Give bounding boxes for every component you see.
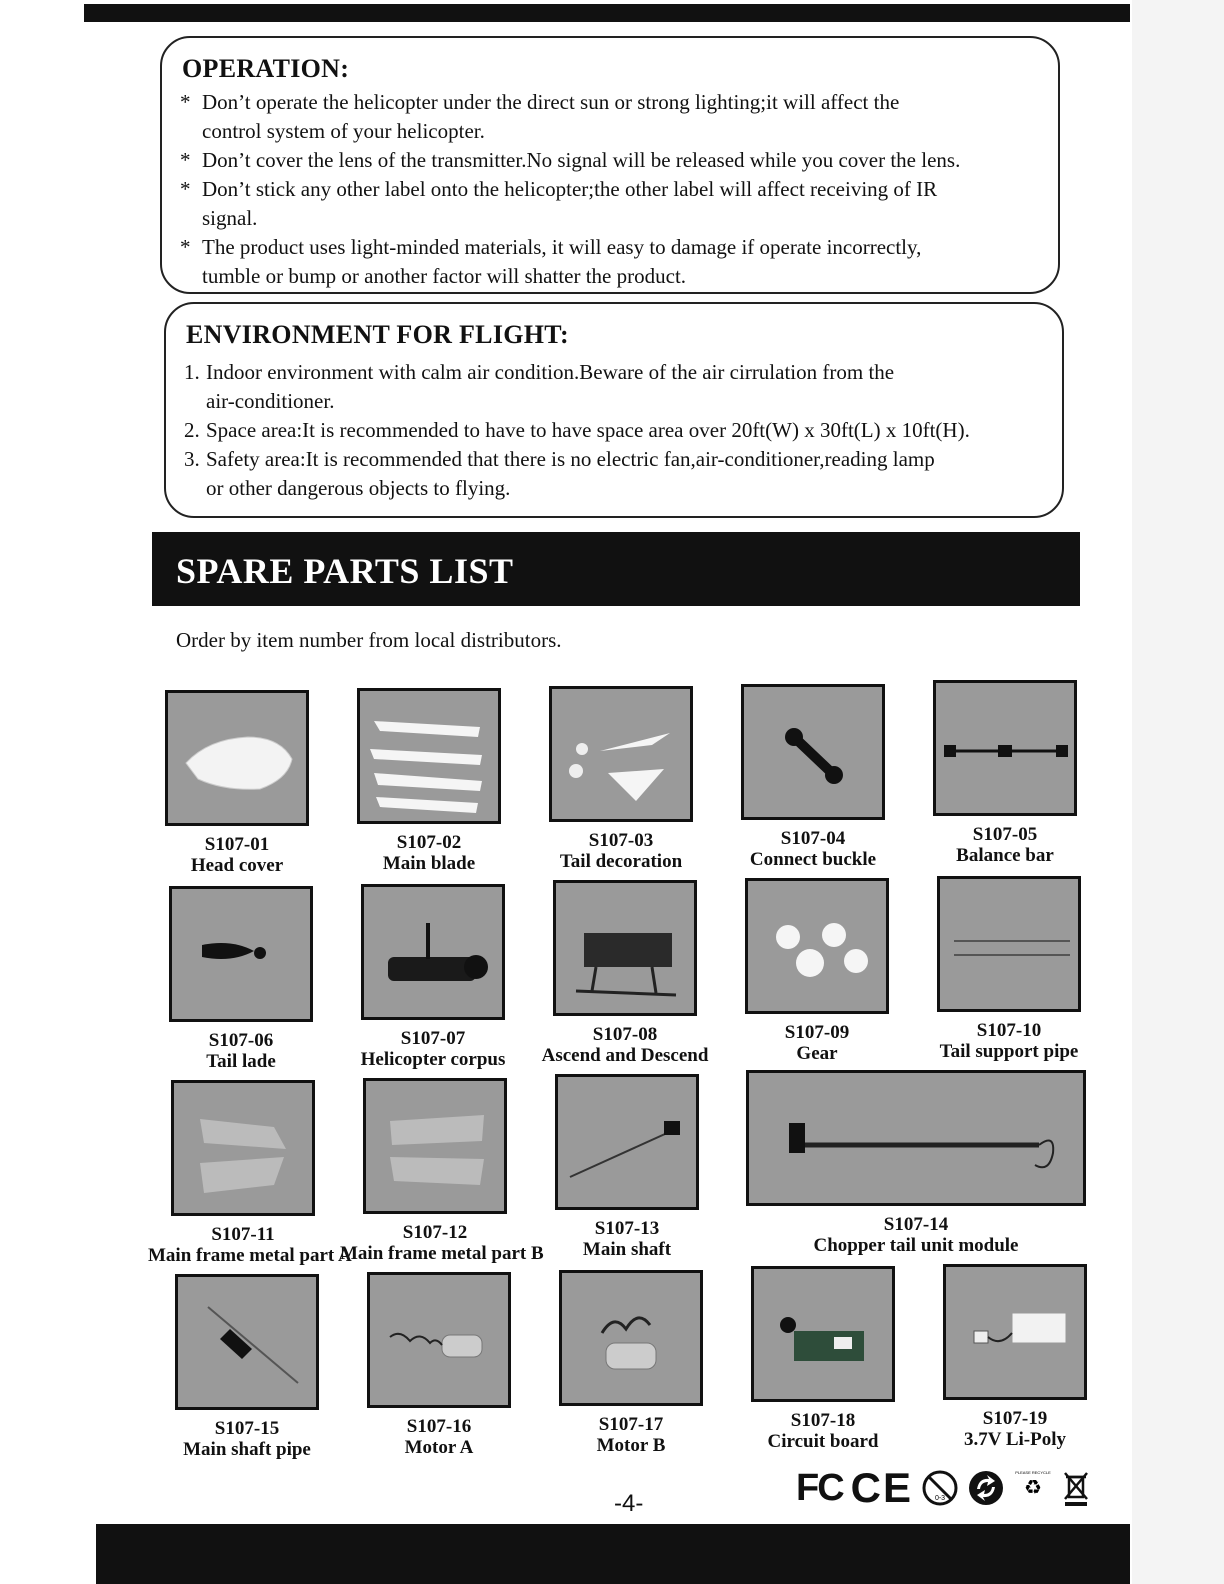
part-photo-main-shaft xyxy=(555,1074,699,1210)
part-name: Main shaft pipe xyxy=(183,1439,311,1460)
part-name: Helicopter corpus xyxy=(360,1049,506,1070)
part-name: Main frame metal part B xyxy=(340,1243,544,1264)
part-card xyxy=(722,878,912,1064)
part-photo-tail-decoration xyxy=(549,686,693,822)
part-photo-helicopter-corpus xyxy=(361,884,505,1020)
certification-marks xyxy=(796,1466,1091,1510)
part-name: Circuit board xyxy=(767,1431,879,1452)
part-card xyxy=(736,1070,1096,1256)
page-edge-shade xyxy=(1132,0,1224,1584)
part-name: Tail decoration xyxy=(559,851,683,872)
ce-mark-icon: CE xyxy=(850,1464,914,1511)
recycle-icon xyxy=(1013,1468,1053,1508)
operation-title: OPERATION: xyxy=(182,54,350,83)
age-warning-icon xyxy=(921,1469,959,1507)
part-code: S107-12 xyxy=(402,1222,468,1243)
part-photo-gear xyxy=(745,878,889,1014)
part-card xyxy=(530,880,720,1066)
environment-item-line: Space area:It is recommended to have to have space area over 20ft(W) x 30ft(L) x 10ft(H). xyxy=(206,418,970,442)
part-card xyxy=(338,884,528,1070)
part-card xyxy=(148,1080,352,1266)
part-code: S107-19 xyxy=(982,1408,1048,1429)
operation-item-line: signal. xyxy=(202,206,258,230)
part-name: Balance bar xyxy=(956,845,1054,866)
list-number: 2. xyxy=(184,418,200,442)
part-code: S107-14 xyxy=(883,1214,949,1235)
part-code: S107-10 xyxy=(976,1020,1042,1041)
operation-item-line: The product uses light-minded materials, it will easy to damage if operate incorrectly, xyxy=(202,235,922,259)
part-code: S107-16 xyxy=(406,1416,472,1437)
part-name: 3.7V Li-Poly xyxy=(963,1429,1067,1450)
fcc-mark-icon: FC xyxy=(796,1466,843,1509)
part-name: Main frame metal part A xyxy=(148,1245,352,1266)
recycle-label: PLEASE RECYCLE xyxy=(1015,1470,1051,1475)
environment-item-line: air-conditioner. xyxy=(206,389,335,413)
operation-box xyxy=(160,36,1060,294)
operation-item-line: Don’t stick any other label onto the helicopter;the other label will affect receiving of IR xyxy=(202,177,938,201)
part-code: S107-04 xyxy=(780,828,846,849)
bottom-black-bar xyxy=(96,1524,1130,1584)
part-name: Motor B xyxy=(596,1435,666,1456)
part-card xyxy=(526,686,716,872)
part-card xyxy=(152,1274,342,1460)
weee-bin-icon xyxy=(1061,1469,1091,1507)
part-card xyxy=(532,1074,722,1260)
operation-item-line: tumble or bump or another factor will shatter the product. xyxy=(202,264,687,288)
part-card xyxy=(340,1078,544,1264)
part-photo-main-frame-a xyxy=(171,1080,315,1216)
part-name: Tail support pipe xyxy=(939,1041,1079,1062)
part-photo-head-cover xyxy=(165,690,309,826)
part-photo-li-poly xyxy=(943,1264,1087,1400)
asterisk-bullet-icon: * xyxy=(180,177,191,201)
age-warning-text: 0-3 xyxy=(934,1495,946,1502)
operation-item-line: Don’t operate the helicopter under the direct sun or strong lighting;it will affect the xyxy=(202,90,900,114)
spare-parts-intro: Order by item number from local distributors. xyxy=(176,628,562,652)
part-card xyxy=(344,1272,534,1458)
environment-item-line: Indoor environment with calm air condition.Beware of the air cirrulation from the xyxy=(206,360,895,384)
part-name: Ascend and Descend xyxy=(541,1045,709,1066)
environment-list xyxy=(184,358,1044,503)
part-card xyxy=(146,886,336,1072)
part-code: S107-07 xyxy=(400,1028,466,1049)
environment-item-line: or other dangerous objects to flying. xyxy=(206,476,511,500)
part-code: S107-15 xyxy=(214,1418,280,1439)
part-name: Head cover xyxy=(190,855,284,876)
part-name: Main blade xyxy=(382,853,476,874)
part-code: S107-17 xyxy=(598,1414,664,1435)
part-code: S107-03 xyxy=(588,830,654,851)
part-photo-main-blade xyxy=(357,688,501,824)
environment-box xyxy=(164,302,1064,518)
operation-item-line: Don’t cover the lens of the transmitter.No signal will be released while you cover the lens. xyxy=(202,148,961,172)
top-black-bar xyxy=(84,4,1130,22)
part-code: S107-05 xyxy=(972,824,1038,845)
page-number: -4- xyxy=(614,1490,644,1517)
part-code: S107-09 xyxy=(784,1022,850,1043)
part-name: Gear xyxy=(796,1043,838,1064)
list-number: 1. xyxy=(184,360,200,384)
operation-list xyxy=(180,88,1040,291)
part-code: S107-13 xyxy=(594,1218,660,1239)
part-name: Chopper tail unit module xyxy=(813,1235,1019,1256)
part-card xyxy=(142,690,332,876)
part-card xyxy=(334,688,524,874)
part-code: S107-11 xyxy=(211,1224,275,1245)
spare-parts-banner xyxy=(152,532,1080,606)
operation-item xyxy=(180,233,1040,291)
environment-item-line: Safety area:It is recommended that there is no electric fan,air-conditioner,reading lamp xyxy=(206,447,935,471)
part-photo-ascend-descend xyxy=(553,880,697,1016)
part-code: S107-02 xyxy=(396,832,462,853)
asterisk-bullet-icon: * xyxy=(180,148,191,172)
svg-text:♻: ♻ xyxy=(1024,1475,1042,1499)
part-name: Main shaft xyxy=(582,1239,672,1260)
part-card xyxy=(914,876,1104,1062)
asterisk-bullet-icon: * xyxy=(180,235,191,259)
part-name: Tail lade xyxy=(206,1051,276,1072)
part-card xyxy=(728,1266,918,1452)
operation-item-line: control system of your helicopter. xyxy=(202,119,485,143)
spare-parts-title: SPARE PARTS LIST xyxy=(176,551,514,591)
operation-item xyxy=(180,88,1040,146)
part-photo-main-shaft-pipe xyxy=(175,1274,319,1410)
part-code: S107-18 xyxy=(790,1410,856,1431)
part-card xyxy=(718,684,908,870)
part-photo-tail-lade xyxy=(169,886,313,1022)
part-photo-motor-a xyxy=(367,1272,511,1408)
part-photo-main-frame-b xyxy=(363,1078,507,1214)
environment-item xyxy=(184,445,1044,503)
part-code: S107-06 xyxy=(208,1030,274,1051)
part-photo-circuit-board xyxy=(751,1266,895,1402)
operation-item xyxy=(180,175,1040,233)
environment-title: ENVIRONMENT FOR FLIGHT: xyxy=(186,320,569,349)
list-number: 3. xyxy=(184,447,200,471)
part-photo-tail-support-pipe xyxy=(937,876,1081,1012)
green-dot-icon xyxy=(967,1469,1005,1507)
part-code: S107-01 xyxy=(204,834,270,855)
part-photo-balance-bar xyxy=(933,680,1077,816)
part-name: Motor A xyxy=(404,1437,474,1458)
environment-item xyxy=(184,358,1044,416)
part-photo-motor-b xyxy=(559,1270,703,1406)
asterisk-bullet-icon: * xyxy=(180,90,191,114)
part-card xyxy=(536,1270,726,1456)
part-code: S107-08 xyxy=(592,1024,658,1045)
part-photo-connect-buckle xyxy=(741,684,885,820)
environment-item xyxy=(184,416,1044,445)
part-name: Connect buckle xyxy=(749,849,877,870)
part-card xyxy=(910,680,1100,866)
part-card xyxy=(920,1264,1110,1450)
part-photo-chopper-tail-unit xyxy=(746,1070,1086,1206)
operation-item xyxy=(180,146,1040,175)
